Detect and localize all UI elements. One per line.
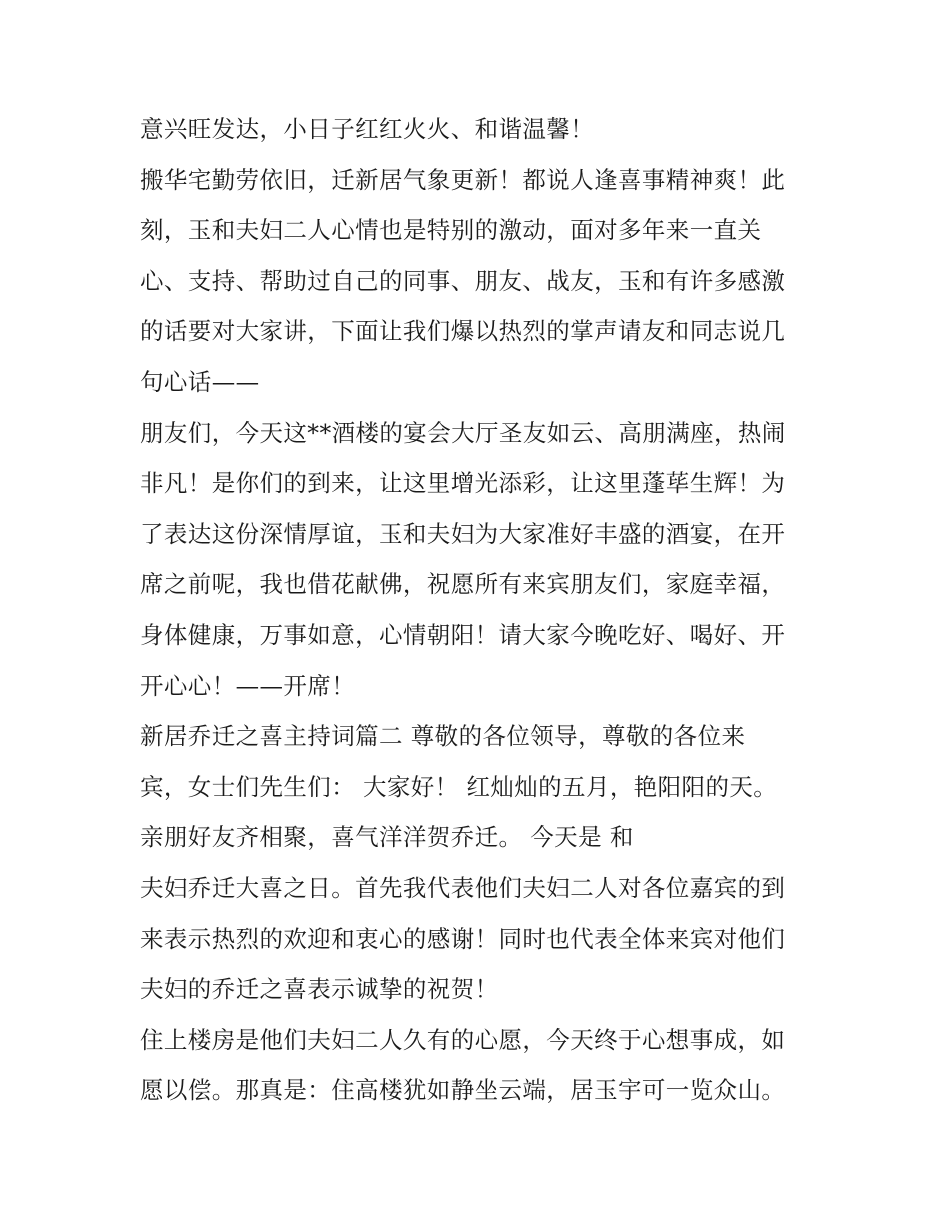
- text-line: 刻，玉和夫妇二人心情也是特别的激动，面对多年来一直关: [140, 216, 762, 245]
- text-line: 身体健康，万事如意，心情朝阳！请大家今晚吃好、喝好、开: [140, 620, 786, 649]
- text-line: 新居乔迁之喜主持词篇二 尊敬的各位领导，尊敬的各位来: [140, 722, 746, 751]
- text-line: 席之前呢，我也借花献佛，祝愿所有来宾朋友们，家庭幸福，: [140, 570, 786, 599]
- text-line: 夫妇的乔迁之喜表示诚挚的祝贺！: [140, 975, 499, 1004]
- text-line: 了表达这份深情厚谊，玉和夫妇为大家准好丰盛的酒宴，在开: [140, 519, 786, 548]
- text-line: 的话要对大家讲，下面让我们爆以热烈的掌声请友和同志说几: [140, 317, 786, 346]
- text-line: 心、支持、帮助过自己的同事、朋友、战友，玉和有许多感激: [140, 266, 786, 295]
- text-line: 意兴旺发达，小日子红红火火、和谐温馨！: [140, 115, 595, 143]
- text-line: 开心心！——开席！: [140, 671, 356, 700]
- text-line: 句心话——: [140, 367, 260, 396]
- text-line: 亲朋好友齐相聚，喜气洋洋贺乔迁。 今天是 和: [140, 823, 634, 852]
- text-line: 搬华宅勤劳依旧，迁新居气象更新！都说人逢喜事精神爽！此: [140, 165, 786, 194]
- text-line: 宾，女士们先生们： 大家好！ 红灿灿的五月，艳阳阳的天。: [140, 772, 778, 801]
- text-line: 夫妇乔迁大喜之日。首先我代表他们夫妇二人对各位嘉宾的到: [140, 873, 786, 902]
- text-line: 非凡！是你们的到来，让这里增光添彩，让这里蓬荜生辉！为: [140, 469, 786, 498]
- text-line: 愿以偿。那真是：住高楼犹如静坐云端，居玉宇可一览众山。: [140, 1076, 786, 1105]
- text-line: 住上楼房是他们夫妇二人久有的心愿，今天终于心想事成，如: [140, 1025, 786, 1054]
- text-line: 朋友们，今天这**酒楼的宴会大厅圣友如云、高朋满座，热闹: [140, 418, 786, 447]
- body-text: [140, 104, 830, 1116]
- text-line: 来表示热烈的欢迎和衷心的感谢！同时也代表全体来宾对他们: [140, 924, 786, 953]
